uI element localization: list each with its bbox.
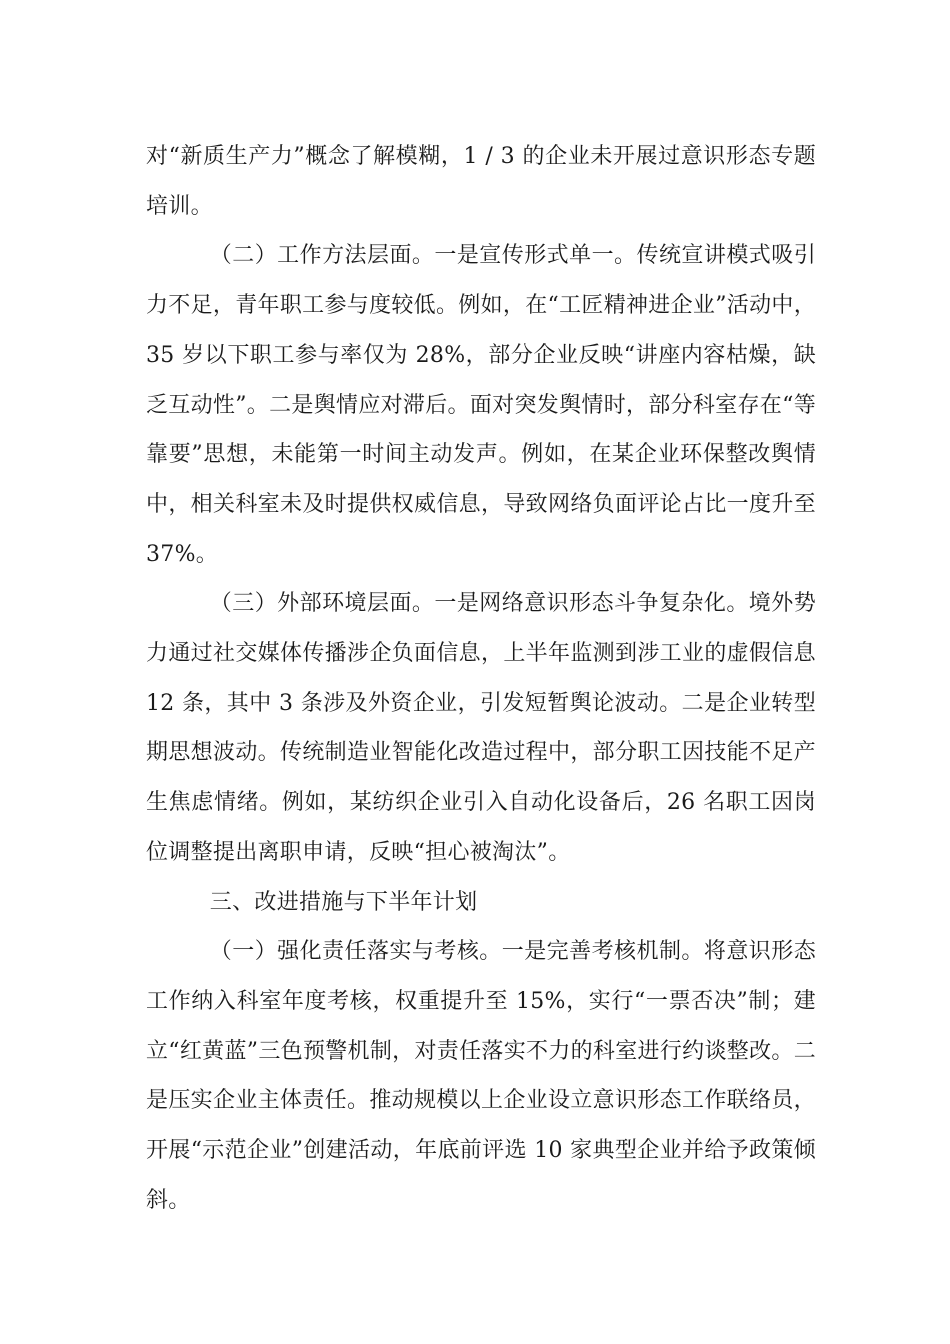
paragraph-responsibility-assessment: （一）强化责任落实与考核。一是完善考核机制。将意识形态工作纳入科室年度考核，权重提升至 15%，实行“一票否决”制；建立“红黄蓝”三色预警机制，对责任落实不力的科室进行约谈整改。二是压实企业主体责任。推动规模以上企业设立意识形态工作联络员，开展“示范企业”创建活动，年底前评选 10 家典型企业并给予政策倾斜。 — [146, 939, 816, 1213]
document-body — [146, 132, 816, 1225]
paragraph-work-methods: （二）工作方法层面。一是宣传形式单一。传统宣讲模式吸引力不足，青年职工参与度较低。例如，在“工匠精神进企业”活动中，35 岁以下职工参与率仅为 28%，部分企业反映“讲座内容枯燥，缺乏互动性”。二是舆情应对滞后。面对突发舆情时，部分科室存在“等靠要”思想，未能第一时间主动发声。例如，在某企业环保整改舆情中，相关科室未及时提供权威信息，导致网络负面评论占比一度升至 37%。 — [146, 243, 816, 567]
paragraph-continued: 对“新质生产力”概念了解模糊，1 / 3 的企业未开展过意识形态专题培训。 — [146, 144, 816, 219]
section-heading-improvement-measures: 三、改进措施与下半年计划 — [209, 889, 478, 915]
paragraph-external-environment: （三）外部环境层面。一是网络意识形态斗争复杂化。境外势力通过社交媒体传播涉企负面信息，上半年监测到涉工业的虚假信息 12 条，其中 3 条涉及外资企业，引发短暂舆论波动。二是企业转型期思想波动。传统制造业智能化改造过程中，部分职工因技能不足产生焦虑情绪。例如，某纺织企业引入自动化设备后，26 名职工因岗位调整提出离职申请，反映“担心被淘汰”。 — [146, 591, 816, 865]
